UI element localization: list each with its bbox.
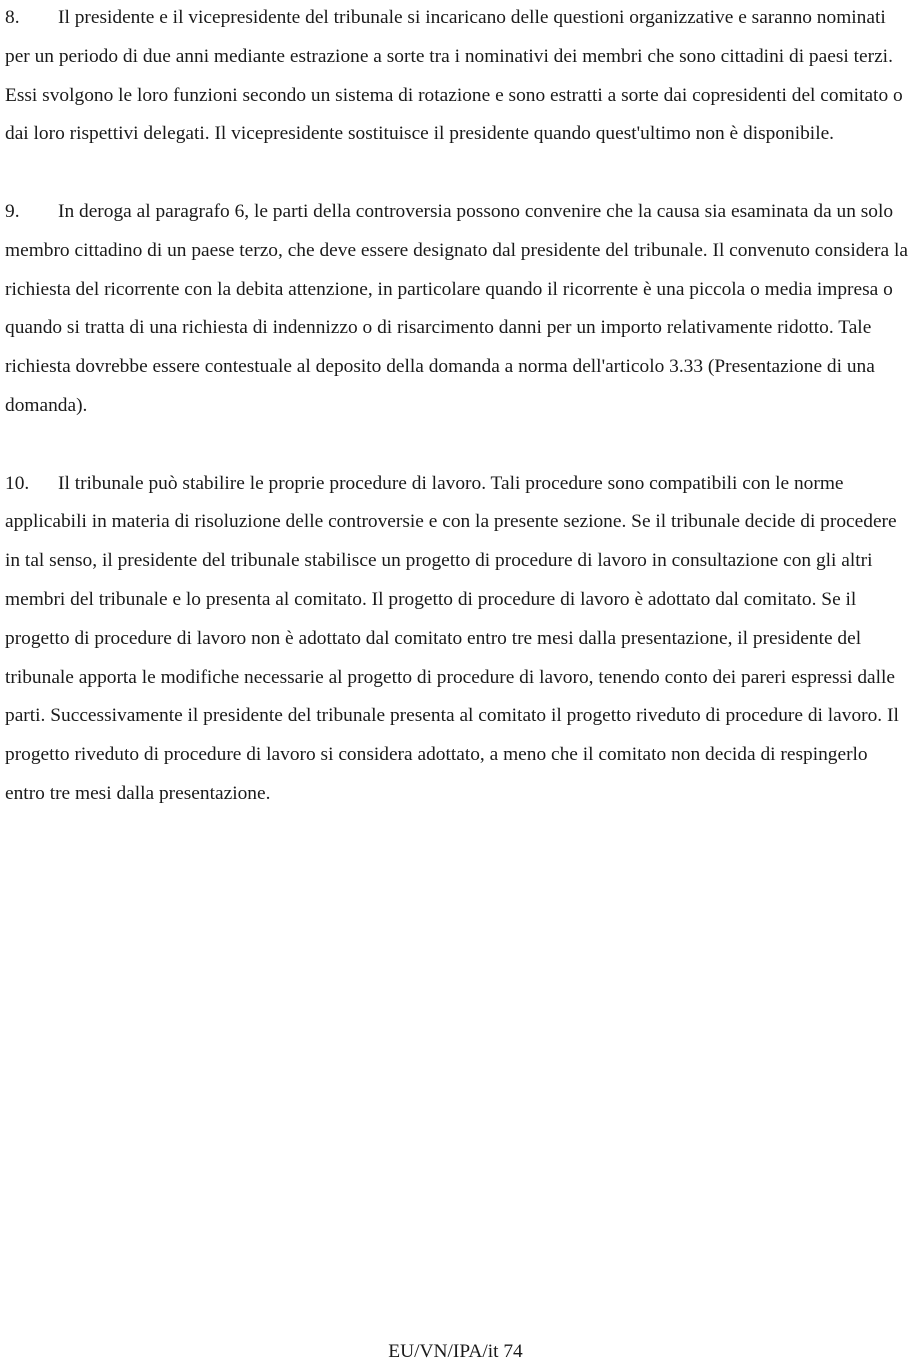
paragraph-10 <box>5 465 909 814</box>
paragraph-number: 8. <box>5 7 20 28</box>
paragraph-text: In deroga al paragrafo 6, le parti della controversia possono convenire che la causa sia esaminata da un solo membro cittadino di un paese terzo, che deve essere designato dal presidente del tribunale. Il convenuto considera la richiesta del ricorrente con la debita attenzione, in particolare quando il ricorrente è una piccola o media impresa o quando si tratta di una richiesta di indennizzo o di risarcimento danni per un importo relativamente ridotto. Tale richiesta dovrebbe essere contestuale al deposito della domanda a norma dell'articolo 3.33 (Presentazione di una domanda). <box>5 200 908 416</box>
paragraph-number: 10. <box>5 472 30 494</box>
paragraph-8 <box>5 0 909 154</box>
document-page <box>5 0 909 853</box>
page-footer: EU/VN/IPA/it 74 <box>388 1341 523 1362</box>
paragraph-text: Il tribunale può stabilire le proprie procedure di lavoro. Tali procedure sono compatibili con le norme applicabili in materia di risoluzione delle controversie e con la presente sezione. Se il tribunale decide di procedere in tal senso, il presidente del tribunale stabilisce un progetto di procedure di lavoro in consultazione con gli altri membri del tribunale e lo presenta al comitato. Il progetto di procedure di lavoro è adottato dal comitato. Se il progetto di procedure di lavoro non è adottato dal comitato entro tre mesi dalla presentazione, il presidente del tribunale apporta le modifiche necessarie al progetto di procedure di lavoro, tenendo conto dei pareri espressi dalle parti. Successivamente il presidente del tribunale presenta al comitato il progetto riveduto di procedure di lavoro. Il progetto riveduto di procedure di lavoro si considera adottato, a meno che il comitato non decida di respingerlo entro tre mesi dalla presentazione. <box>5 472 899 804</box>
paragraph-9 <box>5 193 909 426</box>
paragraph-text: Il presidente e il vicepresidente del tribunale si incaricano delle questioni organizzative e saranno nominati per un periodo di due anni mediante estrazione a sorte tra i nominativi dei membri che sono cittadini di paesi terzi. Essi svolgono le loro funzioni secondo un sistema di rotazione e sono estratti a sorte dai copresidenti del comitato o dai loro rispettivi delegati. Il vicepresidente sostituisce il presidente quando quest'ultimo non è disponibile. <box>5 7 903 145</box>
paragraph-number: 9. <box>5 200 20 222</box>
